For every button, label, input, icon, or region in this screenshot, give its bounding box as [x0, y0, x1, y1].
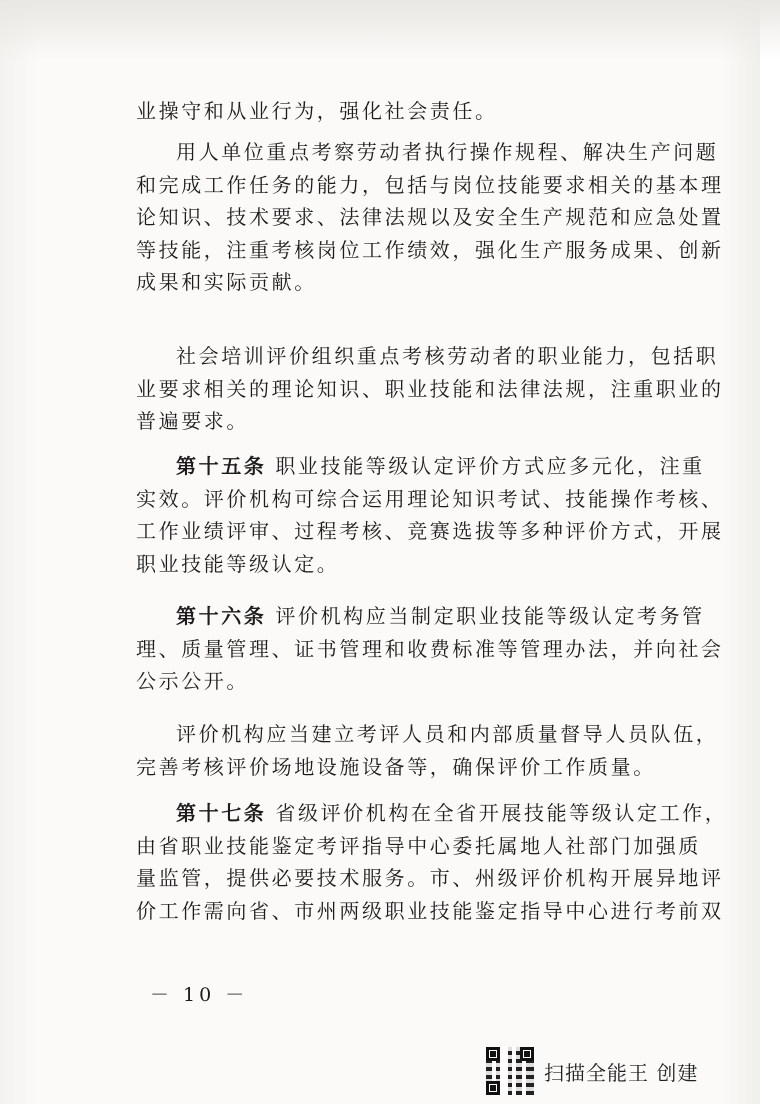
text-line: 社会培训评价组织重点考核劳动者的职业能力，包括职 — [176, 344, 719, 368]
text-line: 和完成工作任务的能力，包括与岗位技能要求相关的基本理 — [136, 172, 724, 197]
text-line: 完善考核评价场地设施设备等，确保评价工作质量。 — [136, 754, 656, 779]
article-16 — [136, 600, 724, 698]
article-17 — [136, 797, 728, 927]
paragraph-1 — [136, 95, 676, 128]
paragraph-quality — [136, 718, 719, 783]
article-15 — [136, 450, 724, 580]
scanner-watermark — [486, 1046, 698, 1096]
text-line: 价工作需向省、市州两级职业技能鉴定指导中心进行考前双 — [136, 898, 724, 923]
text-line: 评价机构应当建立考评人员和内部质量督导人员队伍， — [176, 722, 719, 746]
text-line: 由省职业技能鉴定考评指导中心委托属地人社部门加强质 — [136, 833, 701, 858]
article-number: 第十六条 — [176, 604, 267, 628]
text-line: 普遍要求。 — [136, 409, 249, 433]
text-line: 业要求相关的理论知识、职业技能和法律法规，注重职业的 — [136, 376, 724, 401]
text-line: 业操守和从业行为，强化社会责任。 — [136, 99, 498, 123]
text-line: 职业技能等级认定评价方式应多元化，注重 — [275, 454, 705, 478]
text-line: 理、质量管理、证书管理和收费标准等管理办法，并向社会 — [136, 636, 724, 661]
page-number: － 10 － — [150, 984, 249, 1006]
text-line: 量监管，提供必要技术服务。市、州级评价机构开展异地评 — [136, 866, 724, 890]
text-line: 公示公开。 — [136, 669, 249, 693]
text-line: 论知识、技术要求、法律法规以及安全生产规范和应急处置 — [136, 205, 724, 229]
text-line: 成果和实际贡献。 — [136, 270, 317, 294]
paragraph-3 — [136, 340, 724, 438]
watermark-text: 扫描全能王 创建 — [544, 1060, 699, 1085]
text-line: 用人单位重点考察劳动者执行操作规程、解决生产问题 — [176, 140, 719, 164]
text-line: 工作业绩评审、过程考核、竞赛选拔等多种评价方式，开展 — [136, 519, 724, 543]
text-line: 实效。评价机构可综合运用理论知识考试、技能操作考核、 — [136, 486, 724, 511]
text-line: 职业技能等级认定。 — [136, 551, 340, 576]
text-line: 评价机构应当制定职业技能等级认定考务管 — [275, 604, 705, 628]
article-number: 第十七条 — [176, 801, 267, 825]
text-line: 等技能，注重考核岗位工作绩效，强化生产服务成果、创新 — [136, 237, 724, 262]
text-line: 省级评价机构在全省开展技能等级认定工作， — [275, 801, 728, 825]
article-number: 第十五条 — [176, 454, 267, 478]
paragraph-2 — [136, 136, 724, 299]
qr-code-icon — [486, 1047, 534, 1095]
scan-shadow — [0, 0, 780, 60]
